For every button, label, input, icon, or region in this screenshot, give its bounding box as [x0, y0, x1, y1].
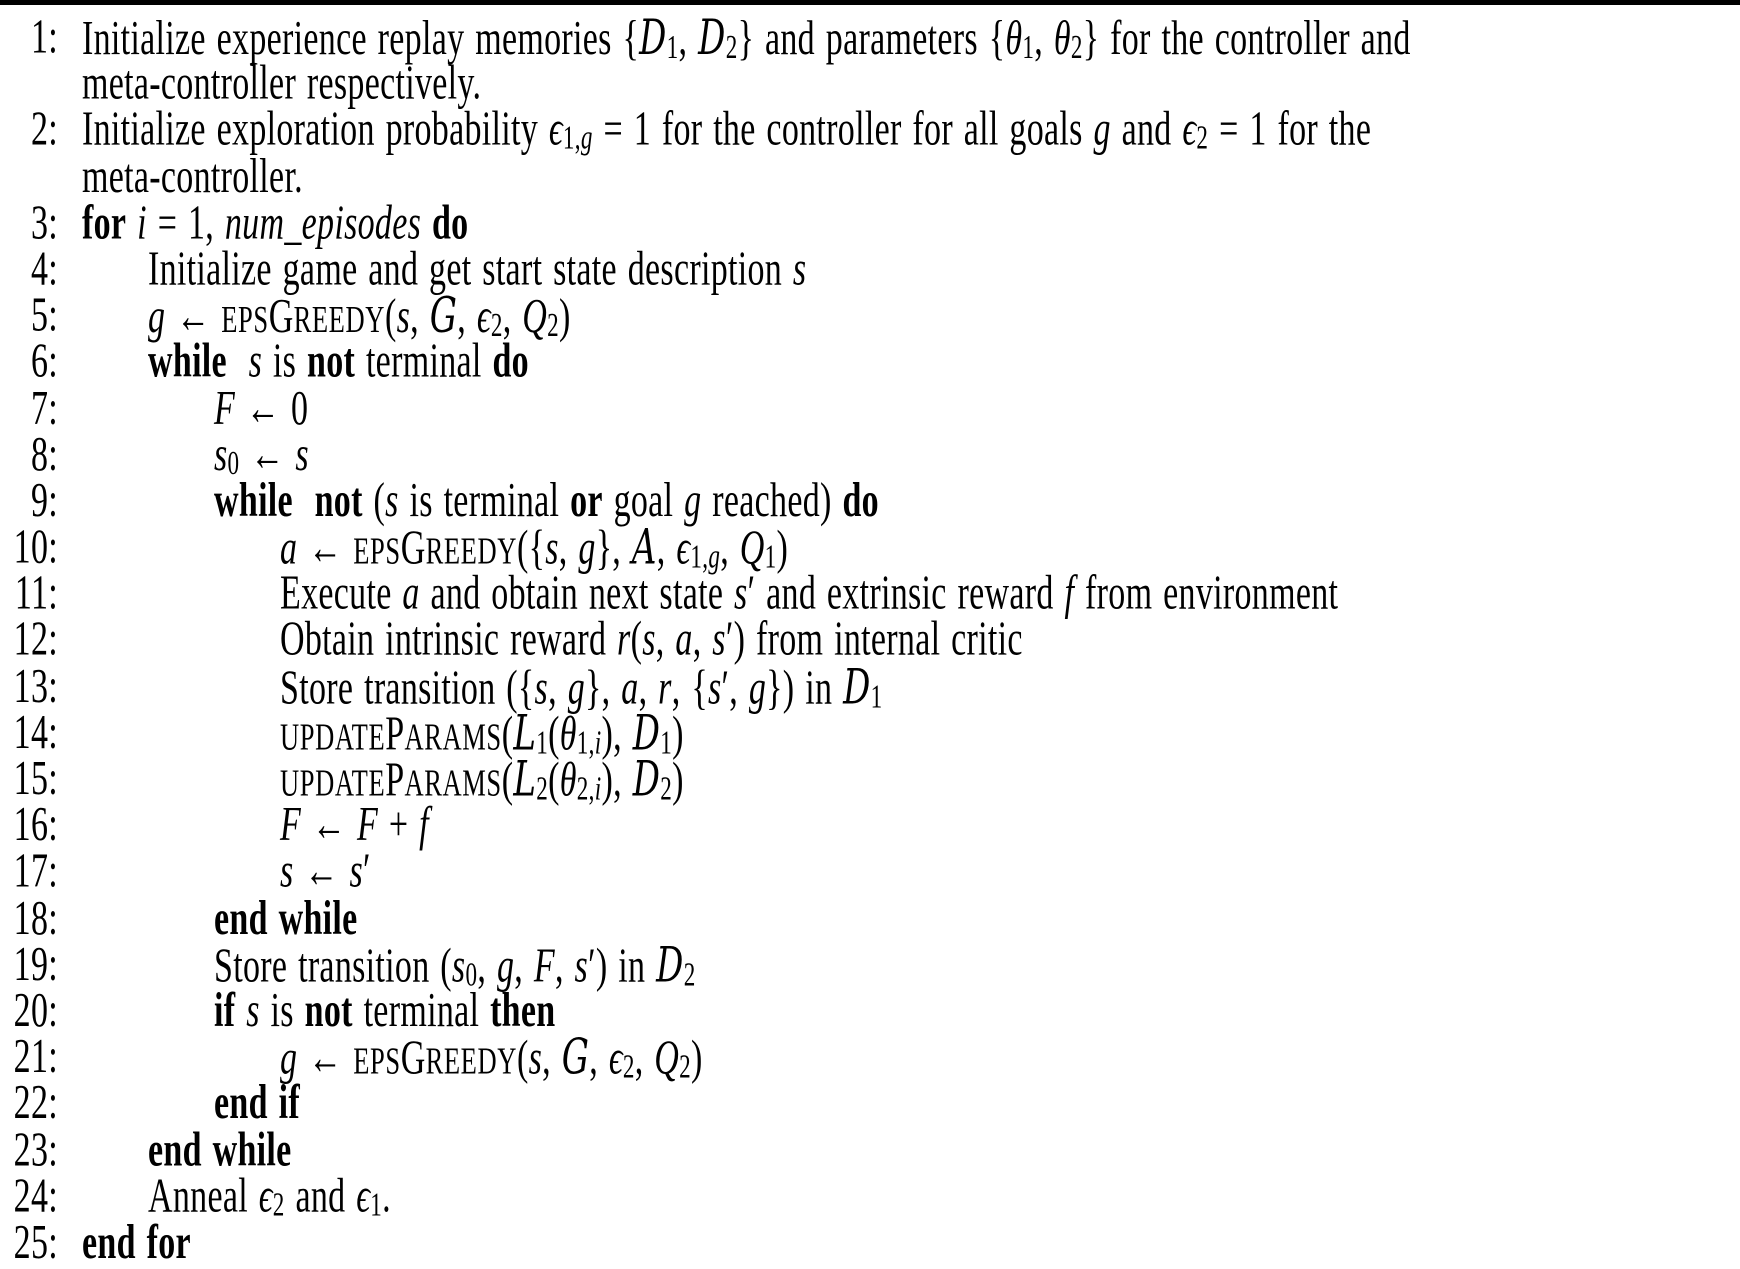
- algo-line: [0, 936, 1740, 994]
- algo-line: [0, 1029, 1740, 1087]
- algorithm-lines: [0, 9, 1740, 1269]
- line-number: 9:: [30, 474, 58, 528]
- algo-line: [0, 566, 1740, 621]
- line-content: Execute a and obtain next state s′ and extrinsic reward f from environment: [280, 566, 1339, 621]
- line-content: end while: [214, 891, 358, 945]
- line-number: 23:: [13, 1123, 58, 1177]
- line-number: 17:: [13, 845, 58, 899]
- line-content: while s is not terminal do: [148, 335, 529, 389]
- line-number: 11:: [14, 566, 58, 621]
- algo-line: [0, 196, 1740, 250]
- line-content: for i = 1, num_episodes do: [82, 196, 469, 250]
- line-number: 4:: [30, 242, 58, 296]
- line-content: meta-controller.: [82, 149, 303, 204]
- algo-line: [0, 798, 1740, 852]
- line-number: 21:: [13, 1030, 58, 1084]
- line-number: 12:: [13, 613, 58, 667]
- line-content: Store transition ({s, g}, a, r, {s′, g}) in D1: [280, 658, 883, 716]
- line-content: Anneal ϵ2 and ϵ1.: [148, 1169, 391, 1224]
- algorithm-listing: [0, 5, 1740, 1267]
- line-number: 18:: [13, 891, 58, 945]
- algo-line: [0, 9, 1740, 67]
- algo-line: [0, 287, 1740, 346]
- algo-line: [0, 750, 1740, 809]
- algo-line: [0, 845, 1740, 899]
- line-content: s ← s′: [280, 845, 371, 899]
- line-content: UPDATEPARAMS(L1(θ1,i), D1): [280, 704, 684, 763]
- line-content: Initialize game and get start state description s: [148, 242, 807, 296]
- line-content: Initialize exploration probability ϵ1,g = 1 for the controller for all goals g and ϵ2 = 1 for the: [82, 103, 1372, 158]
- line-content: UPDATEPARAMS(L2(θ2,i), D2): [280, 750, 684, 809]
- line-number: 7:: [30, 381, 58, 435]
- line-content: while not (s is terminal or goal g reached) do: [214, 474, 879, 528]
- line-number: 8:: [30, 427, 58, 482]
- algo-line: [0, 658, 1740, 716]
- line-content: F ← F + f: [280, 798, 429, 852]
- line-number: 15:: [13, 752, 58, 806]
- line-number: 2:: [30, 103, 58, 157]
- line-number: 1:: [30, 10, 58, 65]
- line-content: Obtain intrinsic reward r(s, a, s′) from internal critic: [280, 613, 1023, 667]
- line-content: if s is not terminal then: [214, 984, 556, 1038]
- line-number: 10:: [13, 520, 58, 574]
- line-number: 25:: [13, 1215, 58, 1269]
- line-content: Initialize experience replay memories {D1, D2} and parameters {θ1, θ2} for the controller and: [82, 9, 1411, 67]
- algo-line: [0, 427, 1740, 483]
- algo-line: [0, 984, 1740, 1038]
- algo-line: [0, 1123, 1740, 1177]
- line-number: 22:: [13, 1076, 58, 1131]
- algo-line: [0, 149, 1740, 204]
- algo-line: [0, 519, 1740, 577]
- algo-line: [0, 103, 1740, 158]
- algo-line: [0, 381, 1740, 435]
- algo-line: [0, 335, 1740, 389]
- line-number: [0, 61, 58, 107]
- line-number: 20:: [13, 984, 58, 1038]
- line-number: 6:: [30, 335, 58, 389]
- line-number: 24:: [13, 1169, 58, 1223]
- line-content: Store transition (s0, g, F, s′) in D2: [214, 936, 696, 994]
- line-content: end if: [214, 1076, 300, 1131]
- algo-line: [0, 1076, 1740, 1131]
- algo-line: [0, 1169, 1740, 1224]
- line-content: g ← EPSGREEDY(s, G, ϵ2, Q2): [148, 287, 571, 346]
- line-content: F ← 0: [214, 381, 309, 435]
- line-number: 3:: [30, 196, 58, 250]
- algo-line: [0, 891, 1740, 945]
- line-number: 19:: [13, 937, 58, 992]
- line-content: end for: [82, 1215, 191, 1269]
- line-number: 5:: [30, 288, 58, 343]
- line-content: s0 ← s: [214, 427, 309, 483]
- line-content: a ← EPSGREEDY({s, g}, A, ϵ1,g, Q1): [280, 519, 789, 577]
- algo-line: [0, 474, 1740, 528]
- line-number: 16:: [13, 798, 58, 852]
- algo-line: [0, 1215, 1740, 1269]
- algo-line: [0, 242, 1740, 296]
- line-content: end while: [148, 1123, 292, 1177]
- line-number: [0, 154, 58, 200]
- line-number: 13:: [13, 659, 58, 713]
- line-content: g ← EPSGREEDY(s, G, ϵ2, Q2): [280, 1029, 703, 1087]
- algo-line: [0, 613, 1740, 667]
- algo-line: [0, 57, 1740, 111]
- line-content: meta-controller respectively.: [82, 57, 482, 111]
- line-number: 14:: [13, 706, 58, 760]
- algo-line: [0, 704, 1740, 763]
